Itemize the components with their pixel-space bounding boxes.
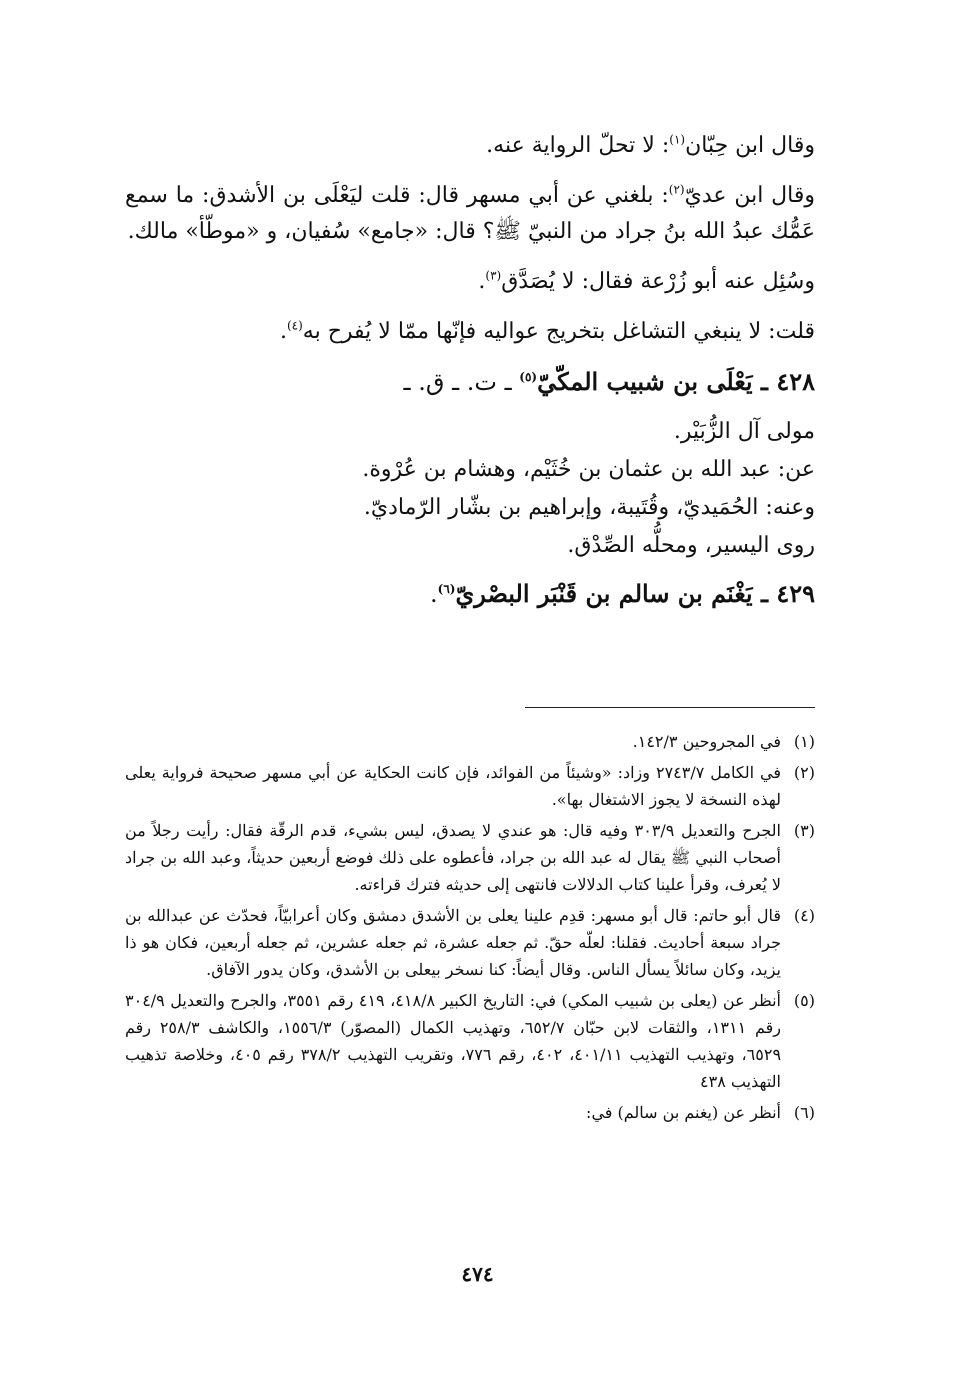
footnote-text: أنظر عن (يغنم بن سالم) في: xyxy=(586,1103,781,1122)
paragraph-ibn-adi: وقال ابن عديّ$^{(٢)}$: بلغني عن أبي مسهر قال: قلت ليَعْلَى بن الأشدق: ما سمع عَمُّك عبدُ الله بنُ جراد من النبيّ ﷺ؟ قال: «جامع» سُفيان، و «موطّأ» مالك. xyxy=(125,182,815,244)
footnote-ref-3[interactable]: (٣) xyxy=(485,268,502,283)
footnote-number: (٦) xyxy=(793,1103,815,1122)
main-text xyxy=(125,128,815,626)
footnote-item xyxy=(125,987,815,1095)
page-number: ٤٧٤ xyxy=(461,1262,494,1286)
entry-428-title: ٤٢٨ ـ يَعْلَى بن شبيب المكّيّ$^{(٥)}$ ـ ت. ـ ق. ـ xyxy=(403,367,815,396)
footnote-number: (٣) xyxy=(793,821,815,840)
entry-line: روى اليسير، ومحلُّه الصِّدْق. xyxy=(567,533,815,558)
paragraph-ibn-hibban: وقال ابن حِبّان$^{(١)}$: لا تحلّ الرواية عنه. xyxy=(486,132,815,158)
footnote-text: في الكامل ٢٧٤٣/٧ وزاد: «وشيئاً من الفوائد، فإن كانت الحكاية عن أبي مسهر صحيحة فرواية يعلى لهذه النسخة لا يجوز الاشتغال بها». xyxy=(125,763,781,809)
entry-line: مولى آل الزُّبَيْر. xyxy=(673,419,815,444)
paragraph-author-note: قلت: لا ينبغي التشاغل بتخريج عواليه فإنّها ممّا لا يُفرح به$^{(٤)}$. xyxy=(279,318,815,344)
footnote-number: (٤) xyxy=(793,906,815,925)
entry-line: عن: عبد الله بن عثمان بن خُثَيْم، وهشام بن عُرْوة. xyxy=(362,457,815,482)
paragraph-abu-zura: وسُئِل عنه أبو زُرْعة فقال: لا يُصَدَّق$^{(٣)}$. xyxy=(478,268,815,294)
footnote-divider xyxy=(525,707,815,708)
footnote-item xyxy=(125,728,815,755)
footnote-item xyxy=(125,817,815,898)
entry-429-title: ٤٢٩ ـ يَغْنَم بن سالم بن قَنْبَر البصْريّ$^{(٦)}$. xyxy=(430,579,815,608)
footnote-ref-1[interactable]: (١) xyxy=(669,132,686,147)
footnote-text: الجرح والتعديل ٣٠٣/٩ وفيه قال: هو عندي لا يصدق، ليس بشيء، قدم الرقّة فقال: رأيت رجلاً من أصحاب النبي ﷺ يقال له عبد الله بن جراد، فأعطوه على ذلك فوضع أربعين حديثاً، وعبد الله بن جراد لا يُعرف، وقرأ علينا كتاب الدلالات فانتهى إلى حديثه فترك قراءته. xyxy=(125,821,781,894)
footnote-item xyxy=(125,759,815,813)
footnote-ref-5[interactable]: (٥) xyxy=(519,370,538,384)
footnote-number: (١) xyxy=(793,732,815,751)
footnote-item xyxy=(125,1099,815,1126)
entry-line: وعنه: الحُمَيديّ، وقُتَيبة، وإبراهيم بن بشّار الرّماديّ. xyxy=(363,495,815,520)
footnote-text: قال أبو حاتم: قال أبو مسهر: قدِم علينا يعلى بن الأشدق دمشق وكان أعرابيّاً، فحدّث عن عبدالله بن جراد سبعة أحاديث. فقلنا: لعلّه حقّ. ثم جعله عشرة، ثم جعله عشرين، ثم جعله أربعين، فكان هو ذا يزيد، وكان سائلاً يسأل الناس. وقال أيضاً: كنا نسخر بيعلى بن الأشدق، وكان يدور الآفاق. xyxy=(125,906,781,979)
entry-428-details xyxy=(125,414,815,564)
footnote-ref-2[interactable]: (٢) xyxy=(668,182,685,197)
footnotes xyxy=(125,728,815,1130)
footnote-ref-4[interactable]: (٤) xyxy=(286,318,303,333)
footnote-ref-6[interactable]: (٦) xyxy=(437,582,456,596)
footnote-number: (٥) xyxy=(793,991,815,1010)
footnote-text: أنظر عن (يعلى بن شبيب المكي) في: التاريخ الكبير ٤١٨/٨، ٤١٩ رقم ٣٥٥١، والجرح والتعديل ٣٠٤/٩ رقم ١٣١١، والثقات لابن حبّان ٦٥٢/٧، وتهذيب الكمال (المصوّر) ١٥٥٦/٣، والكاشف ٢٥٨/٣ رقم ٦٥٢٩، وتهذيب التهذيب ٤٠١/١١، ٤٠٢، رقم ٧٧٦، وتقريب التهذيب ٣٧٨/٢ رقم ٤٠٥، وخلاصة تذهيب التهذيب ٤٣٨ xyxy=(125,991,782,1091)
footnote-text: في المجروحين ١٤٢/٣. xyxy=(632,732,781,751)
footnote-number: (٢) xyxy=(793,763,815,782)
footnote-item xyxy=(125,902,815,983)
